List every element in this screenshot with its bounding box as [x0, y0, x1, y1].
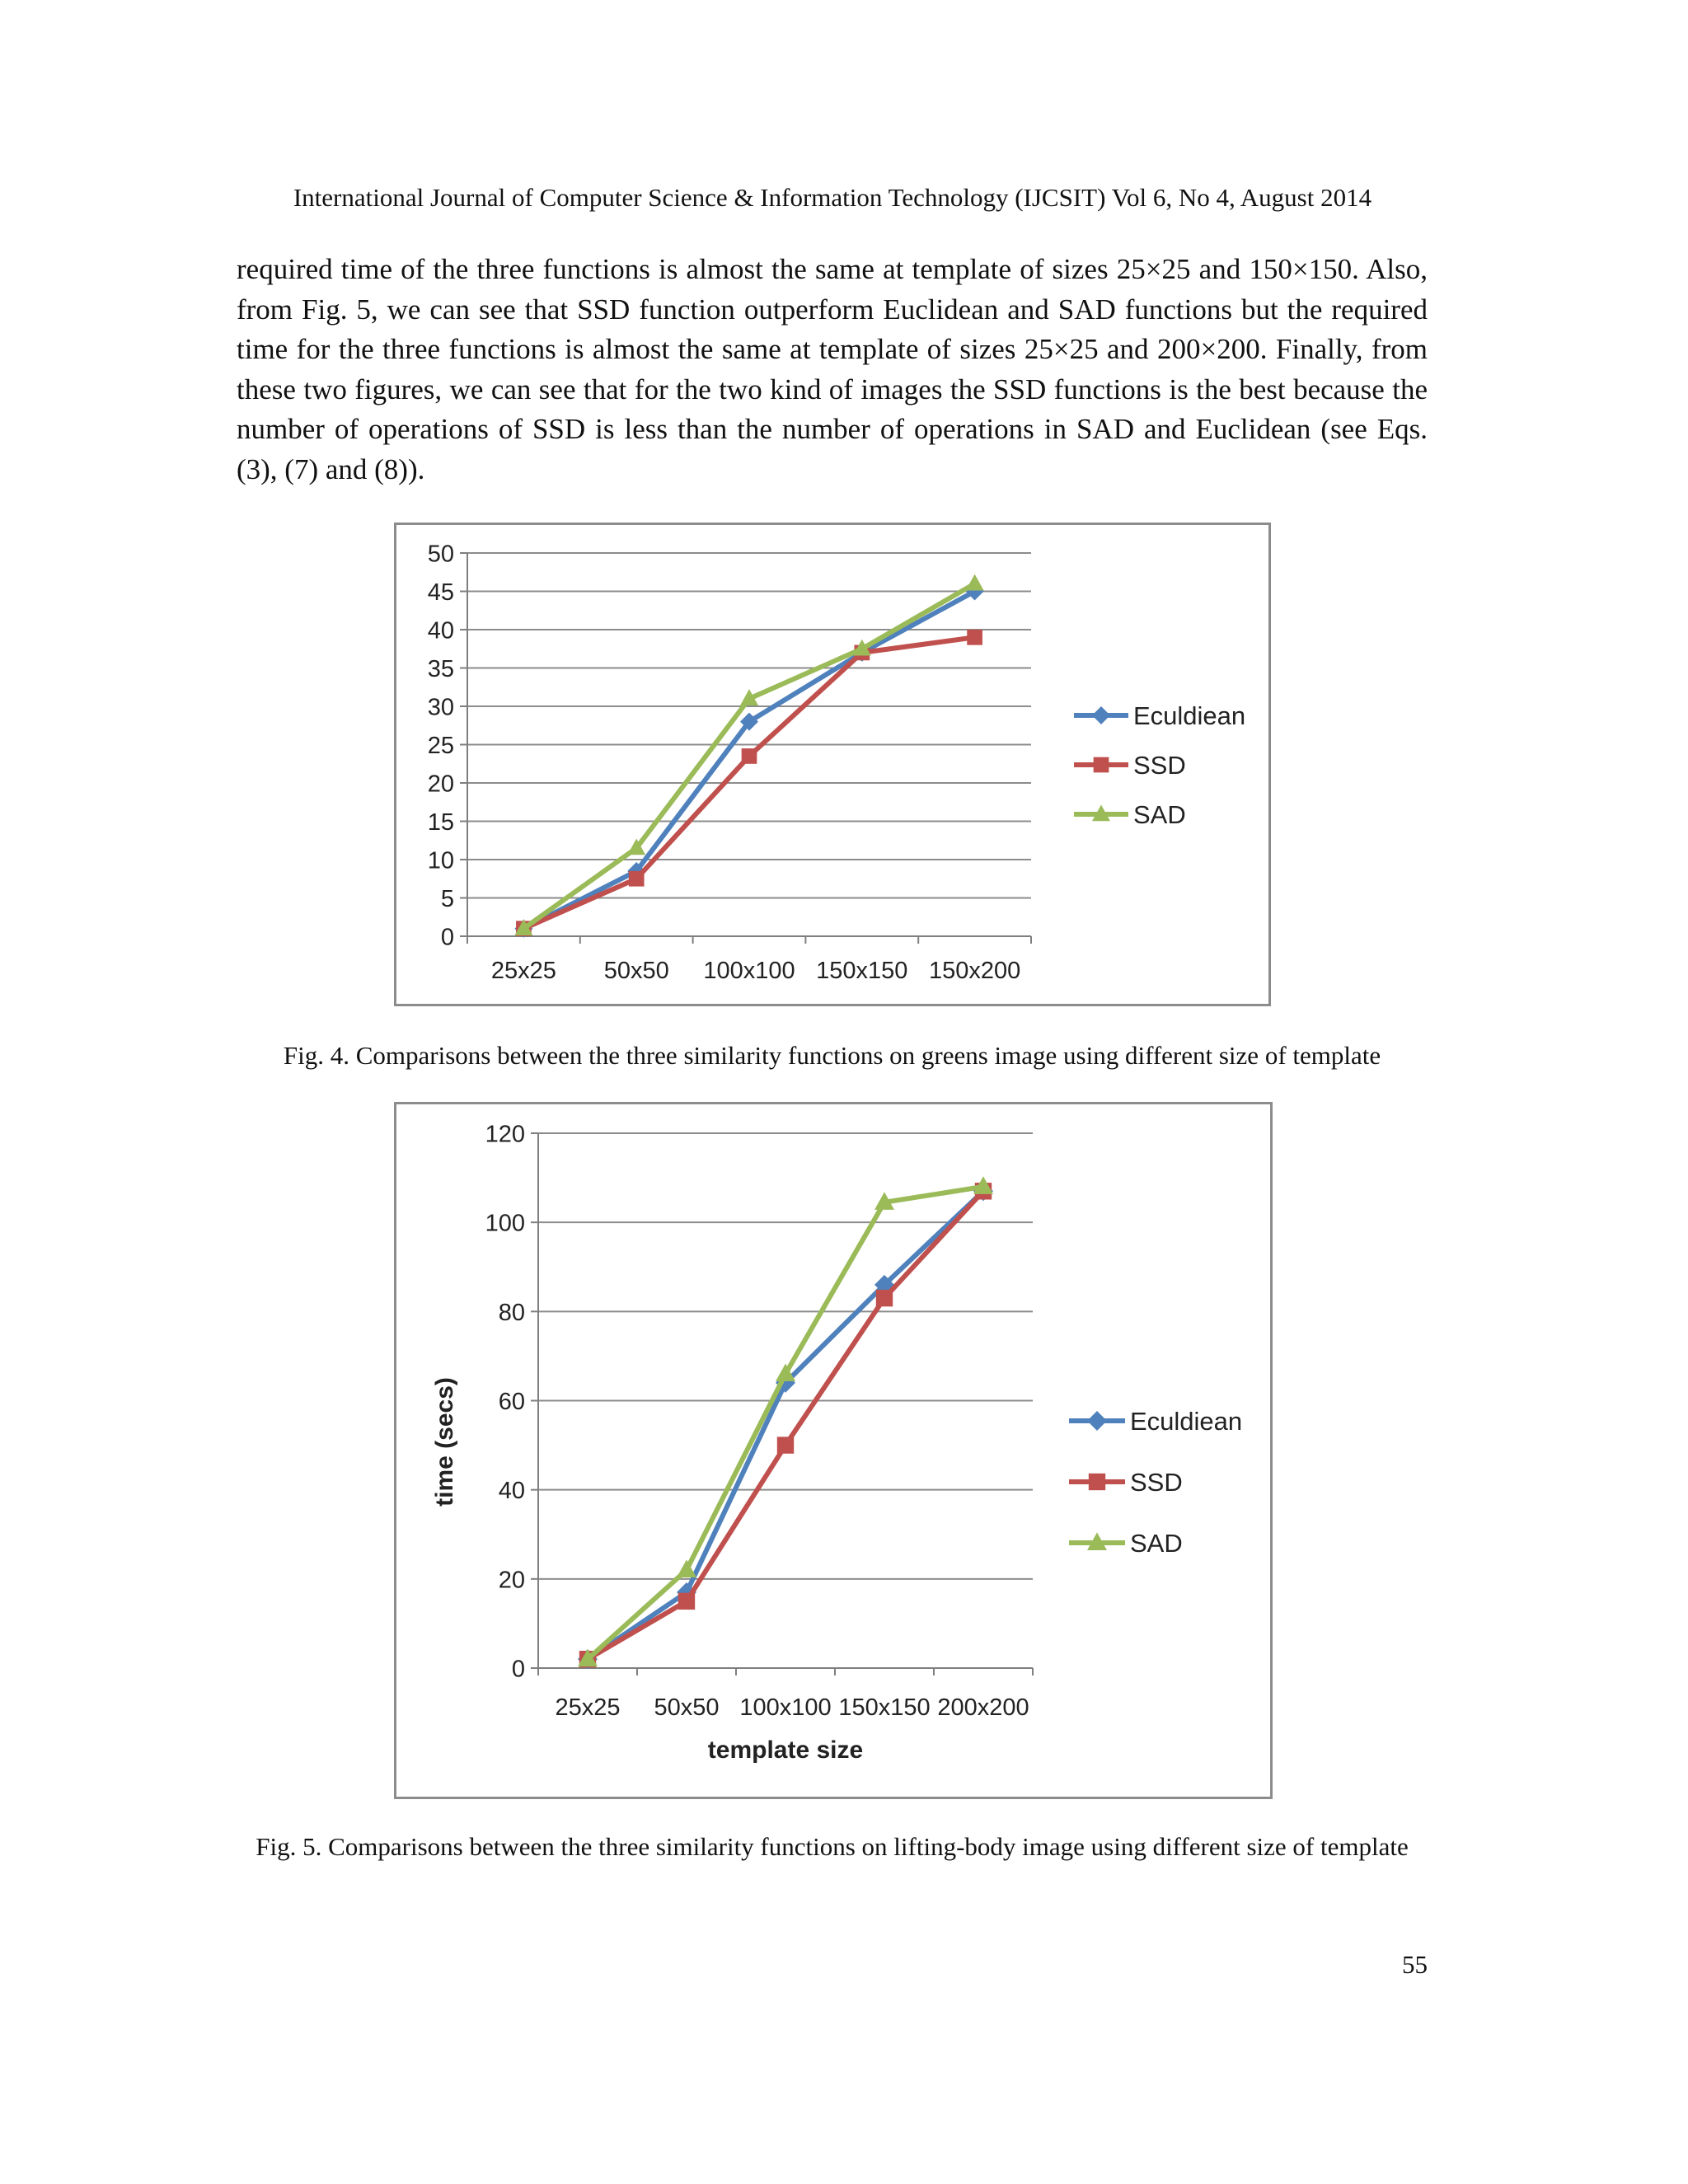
data-point [876, 1290, 893, 1306]
data-point [677, 1559, 696, 1577]
legend-label: Eculdiean [1133, 701, 1246, 731]
y-tick-label: 5 [440, 885, 454, 912]
data-point [629, 871, 645, 887]
x-tick-label: 50x50 [654, 1694, 720, 1721]
figure-5-chart [394, 1102, 1273, 1799]
y-tick-label: 0 [440, 924, 454, 951]
x-tick-label: 25x25 [555, 1694, 621, 1721]
y-tick-label: 25 [427, 732, 454, 759]
legend [1069, 1407, 1242, 1558]
series-ssd [579, 1183, 992, 1667]
y-tick-label: 20 [498, 1567, 525, 1594]
legend-entry [1069, 1529, 1183, 1558]
y-axis [428, 541, 467, 950]
legend-label: SSD [1130, 1468, 1183, 1497]
figure-4-caption: Fig. 4. Comparisons between the three similarity functions on greens image using different size of template [283, 1041, 1381, 1070]
figure-4-chart [394, 523, 1271, 1006]
y-tick-label: 60 [498, 1388, 525, 1415]
series-line [588, 1191, 983, 1659]
y-tick-label: 0 [511, 1656, 525, 1683]
legend-label: SAD [1130, 1529, 1183, 1558]
y-tick-label: 120 [485, 1121, 525, 1148]
x-tick-label: 100x100 [703, 958, 795, 984]
figure-5-svg [396, 1104, 1270, 1797]
y-tick-label: 80 [498, 1299, 525, 1326]
legend-entry [1074, 751, 1186, 780]
legend-marker [1092, 706, 1110, 724]
x-axis [467, 936, 1031, 984]
body-paragraph [237, 250, 1428, 490]
y-tick-label: 15 [427, 808, 454, 836]
y-tick-label: 35 [427, 655, 454, 682]
y-tick-label: 50 [427, 541, 454, 568]
legend-entry [1069, 1407, 1242, 1436]
x-axis-title: template size [707, 1736, 864, 1764]
legend-marker [1089, 1474, 1105, 1490]
x-tick-label: 200x200 [937, 1694, 1029, 1721]
legend-entry [1074, 800, 1186, 829]
y-tick-label: 10 [427, 847, 454, 874]
x-tick-label: 150x200 [928, 958, 1021, 984]
x-tick-label: 150x150 [816, 958, 908, 984]
y-axis [485, 1121, 538, 1682]
x-tick-label: 50x50 [603, 958, 669, 984]
legend-label: SSD [1133, 751, 1186, 780]
legend-entry [1069, 1468, 1183, 1497]
x-axis [538, 1668, 1033, 1721]
y-tick-label: 40 [427, 617, 454, 644]
data-point [742, 748, 757, 764]
x-tick-label: 25x25 [490, 958, 556, 984]
y-tick-label: 30 [427, 694, 454, 721]
y-axis-title: time (secs) [431, 1377, 458, 1507]
data-point [967, 630, 982, 645]
paragraph-text: required time of the three functions is almost the same at template of sizes 25×25 and 150×150. Also, from Fig. 5, we can see that SSD function outperform Euclidean and SAD functions but the required time for the three functions is almost the same at template of sizes 25×25 and 200×200. Finally, from these two figures, we can see that for the two kind of images the SSD functions is the best because the number of operations of SSD is less than the number of operations in SAD and Euclidean (see Eqs. (3), (7) and (8)). [237, 253, 1428, 485]
y-tick-label: 45 [427, 579, 454, 606]
x-tick-label: 150x150 [838, 1694, 931, 1721]
y-tick-label: 20 [427, 771, 454, 798]
series-euclidean [578, 1181, 993, 1669]
data-point [966, 574, 984, 591]
series-line [588, 1191, 983, 1659]
figure-4-svg [396, 525, 1268, 1004]
data-point [678, 1593, 695, 1610]
legend-marker [1094, 757, 1109, 773]
legend-label: SAD [1133, 800, 1186, 830]
legend-entry [1074, 701, 1245, 730]
legend-marker [1087, 1411, 1107, 1431]
figure-5-caption: Fig. 5. Comparisons between the three similarity functions on lifting-body image using different size of template [256, 1832, 1409, 1861]
running-header: International Journal of Computer Science & Information Technology (IJCSIT) Vol 6, No 4, August 2014 [293, 183, 1372, 212]
gridlines [538, 1133, 1033, 1579]
y-tick-label: 40 [498, 1478, 525, 1505]
legend [1074, 701, 1245, 829]
page-number: 55 [1402, 1950, 1428, 1979]
legend-label: Eculdiean [1130, 1407, 1243, 1436]
data-point [777, 1436, 794, 1453]
x-tick-label: 100x100 [739, 1694, 832, 1721]
y-tick-label: 100 [485, 1210, 525, 1237]
